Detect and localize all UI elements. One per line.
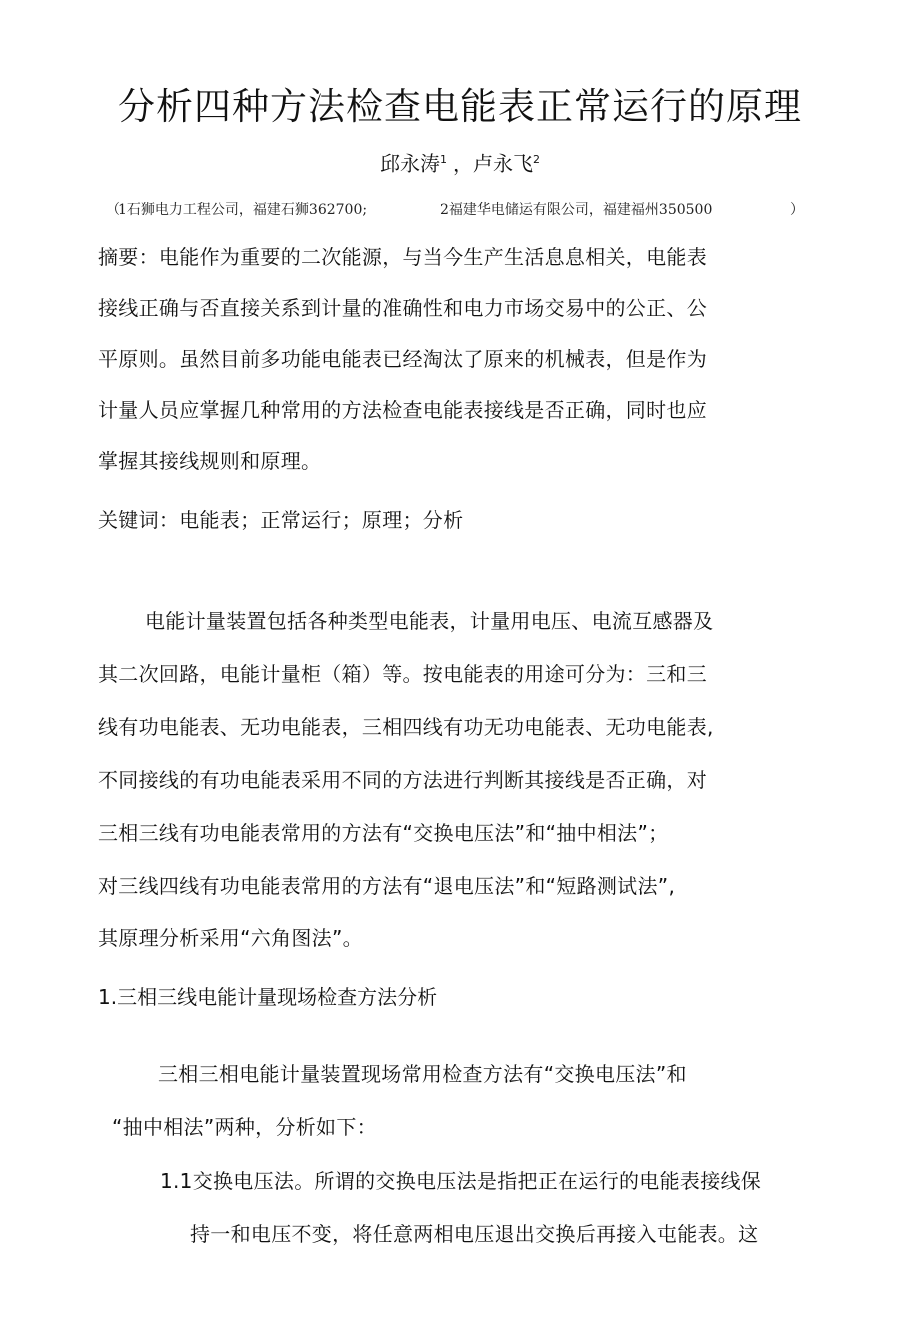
intro-line: 线有功电能表、无功电能表，三相四线有功无功电能表、无功电能表, <box>98 715 714 739</box>
abstract-line: 摘要：电能作为重要的二次能源，与当今生产生活息息相关，电能表 <box>98 245 707 269</box>
intro-line: 电能计量装置包括各种类型电能表，计量用电压、电流互感器及 <box>145 609 714 633</box>
affiliation-2: 2福建华电储运有限公司，福建福州350500 <box>440 202 713 218</box>
intro-line: 不同接线的有功电能表采用不同的方法进行判断其接线是否正确，对 <box>98 768 707 792</box>
abstract-line: 接线正确与否直接关系到计量的准确性和电力市场交易中的公正、公 <box>98 296 707 320</box>
intro-line: 三相三线有功电能表常用的方法有“交换电压法”和“抽中相法”； <box>98 821 669 845</box>
section-1-line: “抽中相法”两种，分析如下： <box>112 1115 377 1139</box>
intro-line: 对三线四线有功电能表常用的方法有“退电压法”和“短路测试法”, <box>98 874 676 898</box>
subsection-1-1-line: 持一和电压不变，将任意两相电压退出交换后再接入屯能表。这 <box>190 1222 759 1246</box>
abstract-line: 计量人员应掌握几种常用的方法检查电能表接线是否正确，同时也应 <box>98 398 707 422</box>
keywords: 关键词：电能表；正常运行；原理；分析 <box>98 508 464 532</box>
subsection-1-1-line: 1.1交换电压法。所谓的交换电压法是指把正在运行的电能表接线保 <box>160 1169 762 1193</box>
abstract-line: 掌握其接线规则和原理。 <box>98 449 322 473</box>
intro-line: 其原理分析采用“六角图法”。 <box>98 926 363 950</box>
affiliation-close-paren: ） <box>790 202 804 218</box>
author-1: 邱永涛 <box>380 151 440 176</box>
paper-title: 分析四种方法检查电能表正常运行的原理 <box>118 85 802 128</box>
author-2-superscript: 2 <box>533 153 540 166</box>
affiliation-1: 1石狮电力工程公司，福建石狮362700; <box>118 202 368 218</box>
author-separator: ， <box>453 151 473 176</box>
section-1-line: 三相三相电能计量装置现场常用检查方法有“交换电压法”和 <box>158 1062 687 1086</box>
section-1-heading: 1.三相三线电能计量现场检查方法分析 <box>98 985 438 1009</box>
author-line <box>0 146 920 178</box>
intro-line: 其二次回路，电能计量柜（箱）等。按电能表的用途可分为：三和三 <box>98 662 707 686</box>
author-1-superscript: 1 <box>440 153 447 166</box>
affiliation-open-paren: （ <box>106 202 120 218</box>
abstract-line: 平原则。虽然目前多功能电能表已经淘汰了原来的机械表，但是作为 <box>98 347 707 371</box>
author-2: 卢永飞 <box>473 151 533 176</box>
